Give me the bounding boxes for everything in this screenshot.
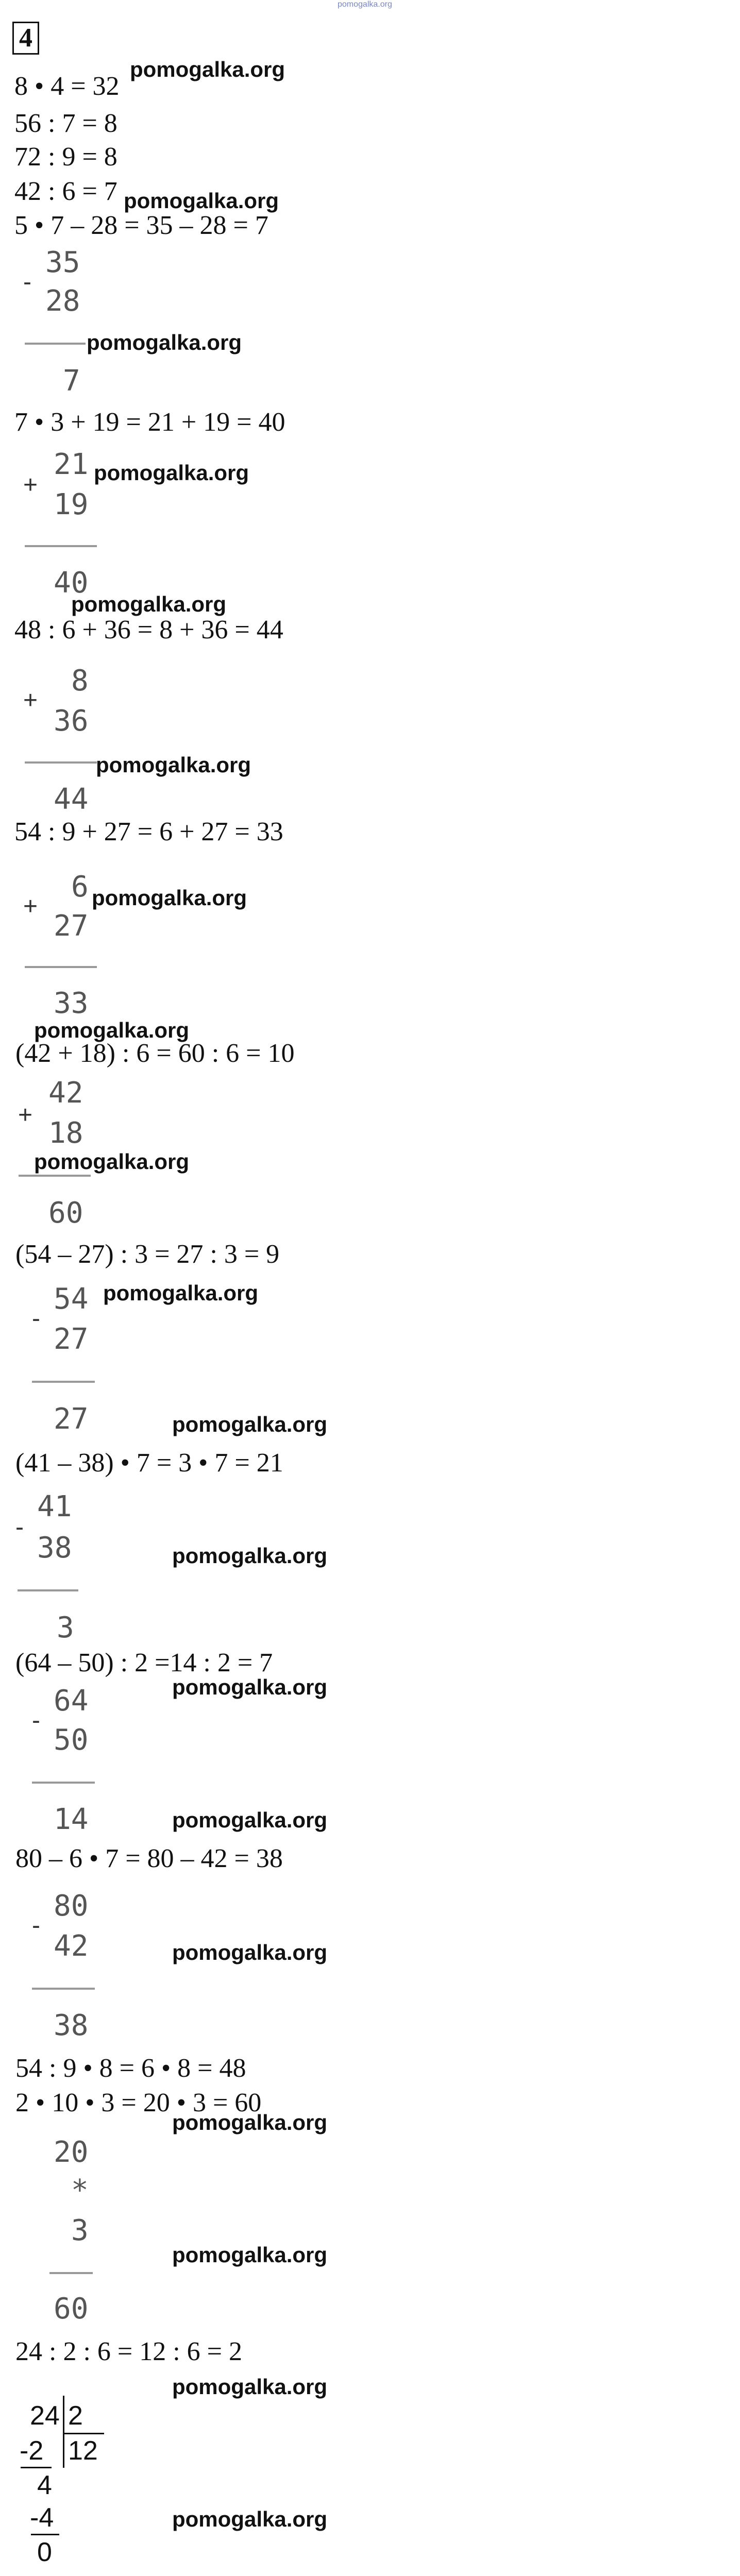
equation-line: 42 : 6 = 7 <box>14 177 117 206</box>
column-bottom-number: 27 <box>54 909 89 943</box>
watermark-text: pomogalka.org <box>172 1940 328 1964</box>
operation-sign: + <box>23 687 38 714</box>
column-bottom-number: 42 <box>54 1929 89 1963</box>
column-line <box>25 343 86 345</box>
operation-sign: - <box>32 1305 40 1332</box>
watermark-text: pomogalka.org <box>172 2110 328 2134</box>
column-line <box>25 966 97 968</box>
column-bottom-number: 3 <box>71 2214 89 2247</box>
column-bottom-number: 38 <box>37 1531 72 1565</box>
column-top-number: 8 <box>71 664 89 698</box>
column-bottom-number: 36 <box>54 704 89 738</box>
operation-sign: + <box>23 471 38 499</box>
column-line <box>25 761 97 764</box>
division-remainder: 4 <box>37 2470 52 2500</box>
division-underline <box>21 2467 52 2468</box>
column-result: 40 <box>54 566 89 600</box>
column-line <box>18 1589 78 1591</box>
operation-sign: + <box>18 1101 33 1129</box>
watermark-text: pomogalka.org <box>172 2375 328 2399</box>
column-result: 38 <box>54 2009 89 2042</box>
operation-sign: - <box>15 1514 24 1541</box>
division-quotient: 12 <box>68 2436 98 2466</box>
column-bottom-number: 50 <box>54 1723 89 1757</box>
column-bottom-number: 19 <box>54 488 89 521</box>
column-result: 14 <box>54 1803 89 1836</box>
division-subtrahend: -4 <box>30 2503 54 2533</box>
column-top-number: 64 <box>54 1684 89 1718</box>
task-number: 4 <box>12 22 39 55</box>
watermark-text: pomogalka.org <box>96 753 251 777</box>
column-line <box>32 1381 95 1383</box>
equation-line: 54 : 9 • 8 = 6 • 8 = 48 <box>15 2054 246 2083</box>
watermark-text: pomogalka.org <box>172 1544 328 1568</box>
watermark-text: pomogalka.org <box>87 330 242 354</box>
column-line <box>25 545 97 547</box>
column-result: 60 <box>48 1196 83 1230</box>
column-top-number: 80 <box>54 1889 89 1923</box>
division-divisor: 2 <box>68 2401 83 2431</box>
division-subtrahend: -2 <box>20 2436 44 2466</box>
equation-line: 2 • 10 • 3 = 20 • 3 = 60 <box>15 2088 262 2117</box>
equation-line: 72 : 9 = 8 <box>14 142 117 172</box>
equation-line: 24 : 2 : 6 = 12 : 6 = 2 <box>15 2337 242 2366</box>
column-result: 7 <box>63 364 80 398</box>
column-result: 44 <box>54 783 89 816</box>
equation-line: 56 : 7 = 8 <box>14 109 117 138</box>
column-top-number: 41 <box>37 1490 72 1523</box>
equation-line: 8 • 4 = 32 <box>14 72 120 101</box>
operation-sign: - <box>32 1707 40 1734</box>
operation-sign: - <box>23 268 31 296</box>
equation-line: 5 • 7 – 28 = 35 – 28 = 7 <box>14 211 268 240</box>
watermark-text: pomogalka.org <box>34 1149 190 1174</box>
equation-line: (41 – 38) • 7 = 3 • 7 = 21 <box>15 1448 283 1478</box>
division-vertical-line <box>63 2396 64 2468</box>
column-top-number: 54 <box>54 1282 89 1316</box>
equation-line: 48 : 6 + 36 = 8 + 36 = 44 <box>14 615 283 645</box>
column-bottom-number: 18 <box>48 1116 83 1150</box>
watermark-text: pomogalka.org <box>172 2507 328 2531</box>
division-dividend: 24 <box>30 2401 60 2431</box>
division-remainder: 0 <box>37 2537 52 2567</box>
watermark-text: pomogalka.org <box>172 2243 328 2267</box>
column-result: 3 <box>57 1611 74 1645</box>
column-top-number: 42 <box>48 1076 83 1110</box>
column-result: 60 <box>54 2292 89 2326</box>
equation-line: 80 – 6 • 7 = 80 – 42 = 38 <box>15 1844 283 1873</box>
watermark-text: pomogalka.org <box>94 461 249 485</box>
column-line <box>32 1782 95 1784</box>
equation-line: 54 : 9 + 27 = 6 + 27 = 33 <box>14 817 283 846</box>
watermark-text: pomogalka.org <box>124 189 279 213</box>
operation-sign: - <box>32 1912 40 1939</box>
operation-sign: + <box>23 893 38 920</box>
column-bottom-number: 27 <box>54 1323 89 1356</box>
watermark-text: pomogalka.org <box>71 592 227 616</box>
equation-line: 7 • 3 + 19 = 21 + 19 = 40 <box>14 408 285 437</box>
column-top-number: 20 <box>54 2136 89 2169</box>
column-line <box>19 1175 91 1177</box>
division-underline <box>31 2534 59 2535</box>
watermark-text: pomogalka.org <box>172 1808 328 1832</box>
equation-line: (54 – 27) : 3 = 27 : 3 = 9 <box>15 1240 280 1269</box>
watermark-text: pomogalka.org <box>103 1281 259 1305</box>
equation-line: (64 – 50) : 2 =14 : 2 = 7 <box>15 1648 273 1677</box>
column-top-number: 6 <box>71 870 89 904</box>
operation-sign: * <box>71 2174 89 2207</box>
column-bottom-number: 28 <box>45 284 80 318</box>
column-result: 33 <box>54 987 89 1020</box>
equation-line: (42 + 18) : 6 = 60 : 6 = 10 <box>15 1039 295 1068</box>
column-result: 27 <box>54 1402 89 1436</box>
column-line <box>32 1988 95 1990</box>
top-watermark: pomogalka.org <box>338 0 392 9</box>
column-top-number: 35 <box>45 246 80 279</box>
watermark-text: pomogalka.org <box>34 1018 190 1042</box>
watermark-text: pomogalka.org <box>172 1412 328 1436</box>
watermark-text: pomogalka.org <box>172 1675 328 1699</box>
division-divisor-line <box>64 2433 104 2434</box>
watermark-text: pomogalka.org <box>92 886 247 910</box>
column-top-number: 21 <box>54 448 89 481</box>
column-line <box>49 2272 93 2274</box>
watermark-text: pomogalka.org <box>130 57 285 81</box>
